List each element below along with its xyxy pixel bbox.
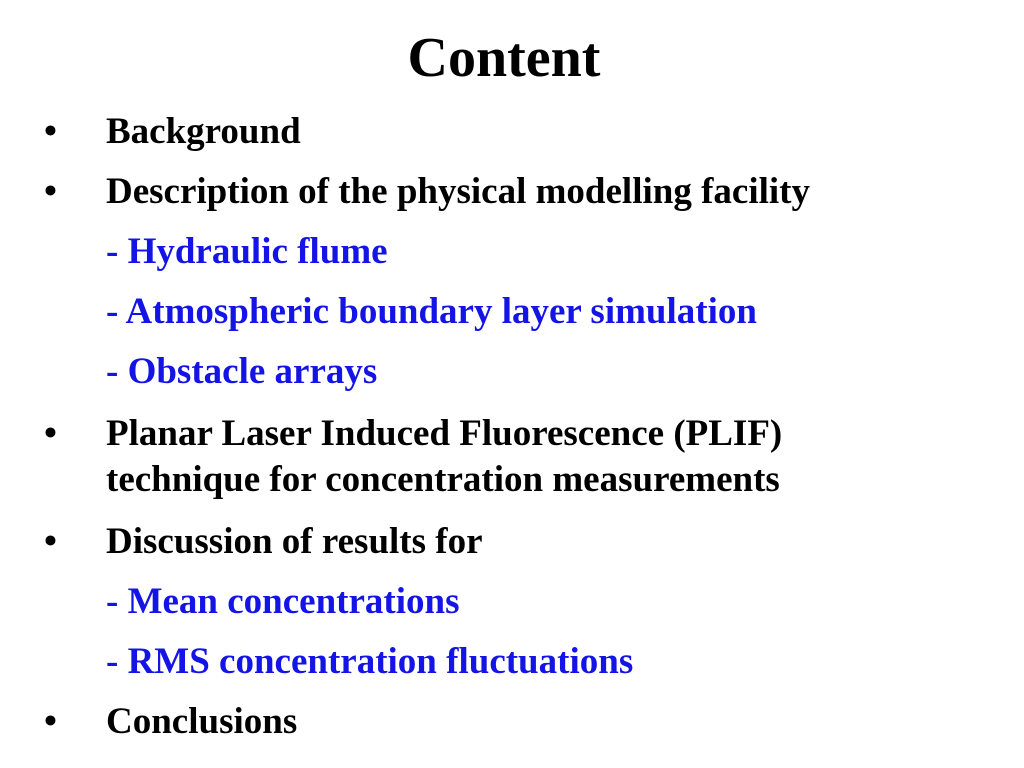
list-item-text: Background bbox=[106, 111, 301, 152]
list-item-text: Conclusions bbox=[106, 701, 298, 742]
bullet-icon: • bbox=[44, 701, 57, 742]
slide-title: Content bbox=[407, 27, 601, 89]
sub-item-text: - Hydraulic flume bbox=[106, 231, 388, 272]
list-item-text: Planar Laser Induced Fluorescence (PLIF) bbox=[106, 413, 783, 454]
bullet-icon: • bbox=[44, 171, 57, 212]
sub-item-text: - Obstacle arrays bbox=[106, 351, 378, 392]
sub-item-text: - RMS concentration fluctuations bbox=[106, 641, 634, 682]
list-item-text: Discussion of results for bbox=[106, 521, 483, 562]
sub-item-text: - Mean concentrations bbox=[106, 581, 460, 622]
sub-item-text: - Atmospheric boundary layer simulation bbox=[106, 291, 757, 332]
list-item-text: technique for concentration measurements bbox=[106, 459, 780, 500]
list-item-text: Description of the physical modelling facility bbox=[106, 171, 810, 212]
bullet-icon: • bbox=[44, 111, 57, 152]
bullet-icon: • bbox=[44, 413, 57, 454]
bullet-icon: • bbox=[44, 521, 57, 562]
